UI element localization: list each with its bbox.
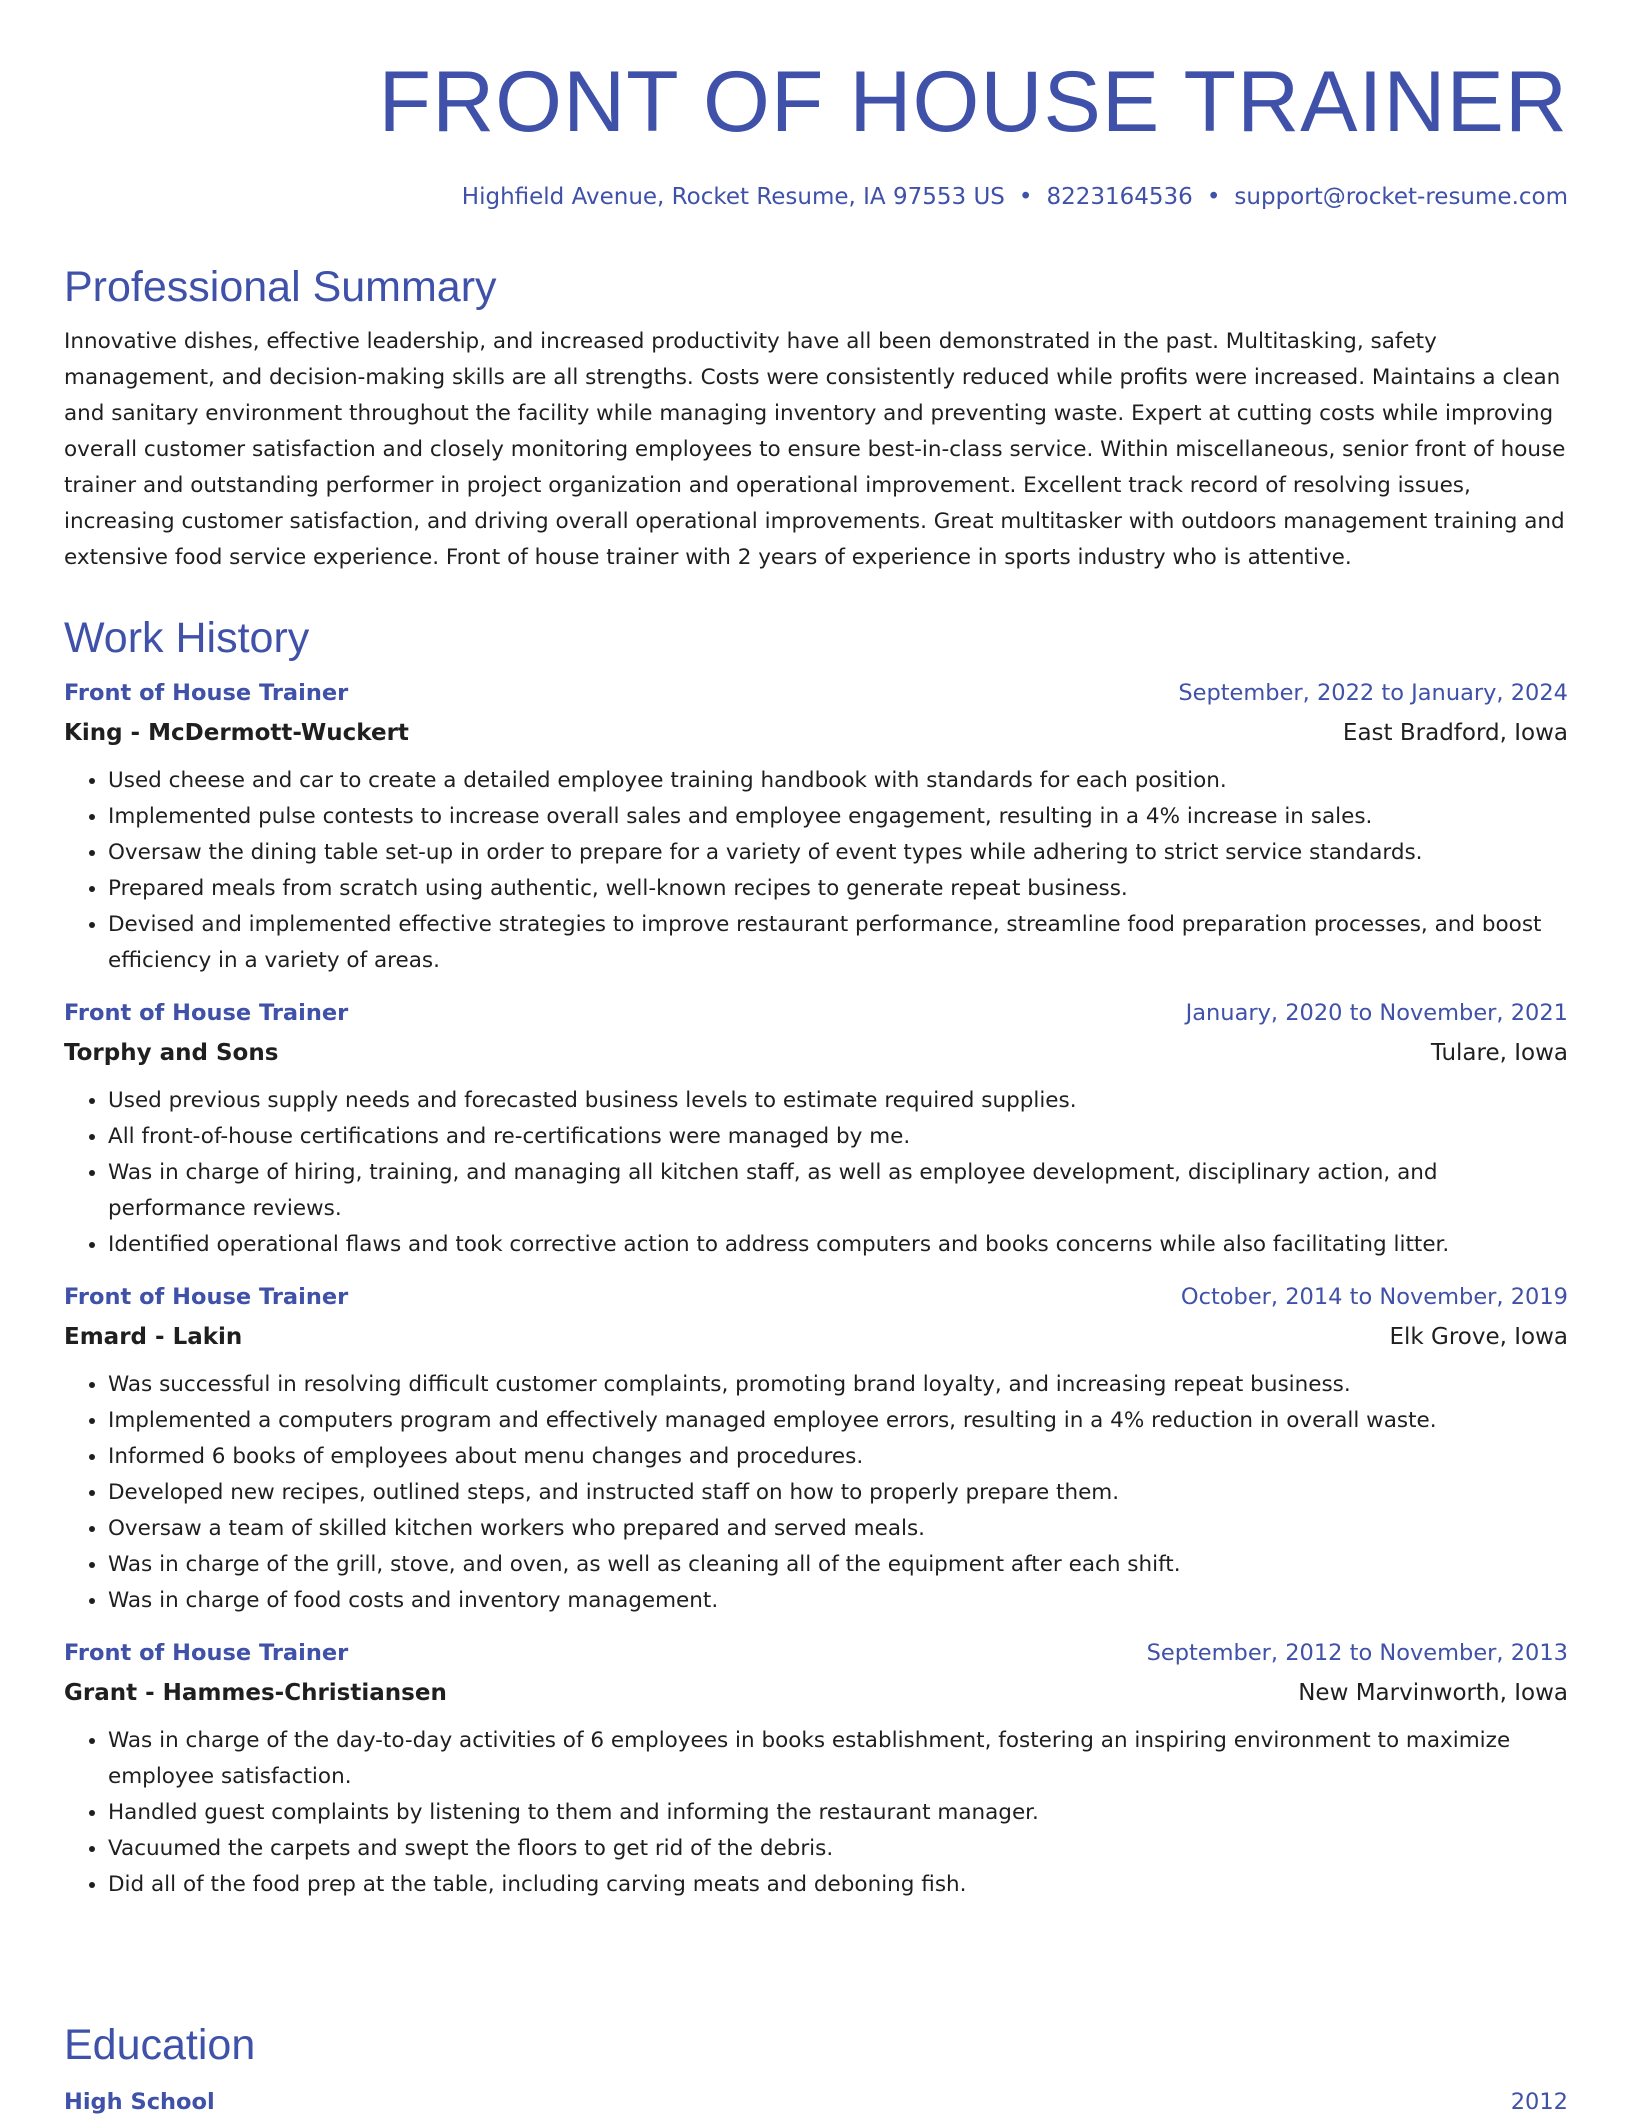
job-location: Tulare, Iowa [1430, 1040, 1568, 1066]
resume-page [64, 0, 1568, 2115]
bullet-item: • Oversaw a team of skilled kitchen workers who prepared and served meals. [108, 1511, 1568, 1547]
bullet-item: • Implemented a computers program and effectively managed employee errors, resulting in a 4% reduction in overall waste. [108, 1403, 1568, 1439]
job-title: Front of House Trainer [64, 1284, 349, 1310]
bullet-item: • Was successful in resolving difficult customer complaints, promoting brand loyalty, and increasing repeat business. [108, 1367, 1568, 1403]
bullet-item: • Oversaw the dining table set-up in order to prepare for a variety of event types while adhering to strict service standards. [108, 835, 1568, 871]
education-entry [64, 2082, 1568, 2122]
education-degree: High School [64, 2089, 215, 2115]
contact-address: Highfield Avenue, Rocket Resume, IA 97553 US [461, 184, 1005, 210]
job-title: Front of House Trainer [64, 680, 349, 706]
education-year: 2012 [1510, 2089, 1568, 2115]
job-entry [64, 673, 1568, 979]
professional-summary-section [64, 262, 1568, 576]
section-title-summary: Professional Summary [64, 263, 497, 311]
section-title-education: Education [64, 2021, 256, 2069]
bullet-item: • Handled guest complaints by listening to them and informing the restaurant manager. [108, 1795, 1568, 1831]
bullet-item: • Identified operational flaws and took corrective action to address computers and books concerns while also facilitating litter. [108, 1227, 1568, 1263]
bullet-item: • All front-of-house certifications and re-certifications were managed by me. [108, 1119, 1568, 1155]
bullet-item: • Was in charge of the grill, stove, and oven, as well as cleaning all of the equipment after each shift. [108, 1547, 1568, 1583]
job-bullets [64, 1723, 1568, 1903]
bullet-item: • Developed new recipes, outlined steps, and instructed staff on how to properly prepare them. [108, 1475, 1568, 1511]
contact-separator: • [1018, 184, 1033, 210]
job-location: New Marvinworth, Iowa [1298, 1680, 1568, 1706]
education-section [64, 2020, 1568, 2122]
job-dates: September, 2022 to January, 2024 [1178, 680, 1568, 706]
contact-phone: 8223164536 [1046, 184, 1193, 210]
contact-separator: • [1206, 184, 1221, 210]
job-company: King - McDermott-Wuckert [64, 720, 409, 746]
contact-email: support@rocket-resume.com [1234, 184, 1568, 210]
bullet-item: • Was in charge of hiring, training, and managing all kitchen staff, as well as employee development, disciplinary action, and performance reviews. [108, 1155, 1568, 1227]
bullet-item: • Was in charge of food costs and inventory management. [108, 1583, 1568, 1619]
job-entry [64, 1633, 1568, 1903]
job-location: Elk Grove, Iowa [1389, 1324, 1568, 1350]
job-bullets [64, 1367, 1568, 1619]
job-title: Front of House Trainer [64, 1640, 349, 1666]
job-dates: January, 2020 to November, 2021 [1185, 1000, 1568, 1026]
summary-text: Innovative dishes, effective leadership, and increased productivity have all been demonstrated in the past. Multitasking, safety management, and decision-making skills are all strengths. Costs were consistently reduced while profits were increased. Maintains a clean and sanitary environment throughout the facility while managing inventory and preventing waste. Expert at cutting costs while improving overall customer satisfaction and closely monitoring employees to ensure best-in-class service. Within miscellaneous, senior front of house trainer and outstanding performer in project organization and operational improvement. Excellent track record of resolving issues, increasing customer satisfaction, and driving overall operational improvements. Great multitasker with outdoors management training and extensive food service experience. Front of house trainer with 2 years of experience in sports industry who is attentive. [64, 329, 1566, 570]
bullet-item: • Used cheese and car to create a detailed employee training handbook with standards for each position. [108, 763, 1568, 799]
bullet-item: • Used previous supply needs and forecasted business levels to estimate required supplies. [108, 1083, 1568, 1119]
bullet-item: • Devised and implemented effective strategies to improve restaurant performance, streamline food preparation processes, and boost efficiency in a variety of areas. [108, 907, 1568, 979]
bullet-item: • Prepared meals from scratch using authentic, well-known recipes to generate repeat business. [108, 871, 1568, 907]
job-location: East Bradford, Iowa [1342, 720, 1568, 746]
job-company: Torphy and Sons [64, 1040, 279, 1066]
contact-line [462, 180, 1568, 214]
job-entry [64, 993, 1568, 1263]
section-title-work-history: Work History [64, 614, 310, 662]
candidate-name: FRONT OF HOUSE TRAINER [378, 54, 1568, 150]
bullet-item: • Did all of the food prep at the table, including carving meats and deboning fish. [108, 1867, 1568, 1903]
job-dates: September, 2012 to November, 2013 [1146, 1640, 1568, 1666]
job-company: Emard - Lakin [64, 1324, 243, 1350]
job-bullets [64, 763, 1568, 979]
bullet-item: • Informed 6 books of employees about menu changes and procedures. [108, 1439, 1568, 1475]
bullet-item: • Implemented pulse contests to increase overall sales and employee engagement, resulting in a 4% increase in sales. [108, 799, 1568, 835]
job-bullets [64, 1083, 1568, 1263]
job-title: Front of House Trainer [64, 1000, 349, 1026]
job-dates: October, 2014 to November, 2019 [1180, 1284, 1568, 1310]
bullet-item: • Was in charge of the day-to-day activities of 6 employees in books establishment, fostering an inspiring environment to maximize employee satisfaction. [108, 1723, 1568, 1795]
work-history-section [64, 613, 1568, 1903]
bullet-item: • Vacuumed the carpets and swept the floors to get rid of the debris. [108, 1831, 1568, 1867]
job-company: Grant - Hammes-Christiansen [64, 1680, 447, 1706]
job-entry [64, 1277, 1568, 1619]
